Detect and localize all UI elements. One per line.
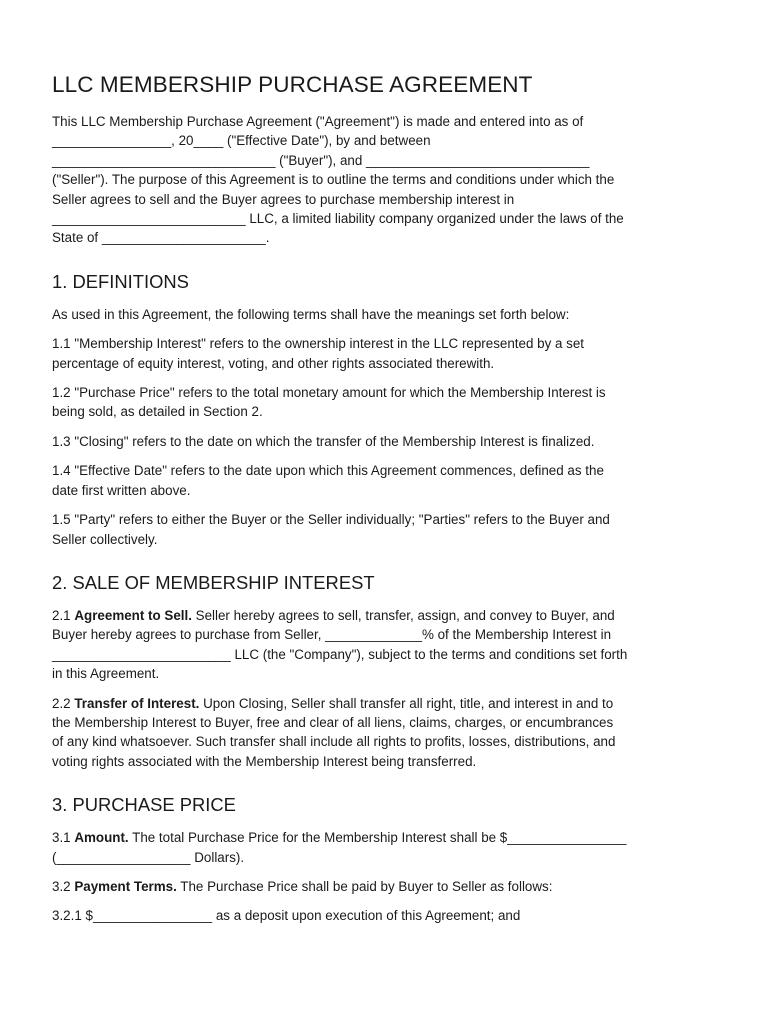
clause-line: The Purchase Price shall be paid by Buyer to Seller as follows: <box>176 878 553 894</box>
intro-line: This LLC Membership Purchase Agreement ("Agreement") is made and entered into as of <box>52 114 584 129</box>
definition-line: being sold, as detailed in Section 2. <box>52 404 263 420</box>
intro-line: __________________________ LLC, a limited liability company organized under the laws of the <box>52 211 624 227</box>
section-heading-definitions: 1. DEFINITIONS <box>52 270 189 292</box>
price-item <box>52 877 732 896</box>
clause-line: voting rights associated with the Membership Interest being transferred. <box>52 753 477 769</box>
definitions-lead: As used in this Agreement, the following terms shall have the meanings set forth below: <box>52 306 570 322</box>
definition-item <box>52 334 732 373</box>
document-title: LLC MEMBERSHIP PURCHASE AGREEMENT <box>52 72 533 97</box>
price-item <box>52 906 732 925</box>
clause-line: The total Purchase Price for the Membership Interest shall be $________________ <box>128 830 627 846</box>
clause-number: 2.1 <box>52 607 71 623</box>
clause-line: of any kind whatsoever. Such transfer shall include all rights to profits, losses, distributions, and <box>52 734 616 750</box>
section-heading-sale: 2. SALE OF MEMBERSHIP INTEREST <box>52 571 375 593</box>
intro-paragraph <box>52 112 732 248</box>
intro-line: ______________________________ ("Buyer"), and ______________________________ <box>52 152 590 168</box>
clause-number: 2.2 <box>52 695 71 711</box>
definition-line: percentage of equity interest, voting, and other rights associated therewith. <box>52 355 495 371</box>
clause-label: Amount. <box>74 830 129 846</box>
clause-label: Agreement to Sell. <box>74 607 192 623</box>
clause-line: Upon Closing, Seller shall transfer all right, title, and interest in and to <box>199 695 614 711</box>
clause-number: 3.1 <box>52 830 71 846</box>
definition-line: Seller collectively. <box>52 531 158 547</box>
clause-line: ________________________ LLC (the "Company"), subject to the terms and conditions set forth <box>52 646 628 662</box>
section-heading-price: 3. PURCHASE PRICE <box>52 794 236 816</box>
clause-number: 3.2 <box>52 878 71 894</box>
intro-line: State of ______________________. <box>52 230 270 246</box>
price-item <box>52 828 732 867</box>
definition-line: 1.3 "Closing" refers to the date on which the transfer of the Membership Interest is finalized. <box>52 433 595 449</box>
clause-line: (__________________ Dollars). <box>52 849 245 865</box>
sale-item <box>52 606 732 684</box>
sale-item <box>52 694 732 772</box>
clause-line: 3.2.1 $________________ as a deposit upon execution of this Agreement; and <box>52 908 521 924</box>
definition-item <box>52 510 732 549</box>
definition-item <box>52 461 732 500</box>
definition-line: 1.2 "Purchase Price" refers to the total monetary amount for which the Membership Interest is <box>52 385 606 401</box>
definition-item <box>52 383 732 422</box>
intro-line: ("Seller"). The purpose of this Agreement is to outline the terms and conditions under which the <box>52 172 615 188</box>
clause-line: in this Agreement. <box>52 666 160 682</box>
intro-line: ________________, 20____ ("Effective Date"), by and between <box>52 133 431 149</box>
definition-line: date first written above. <box>52 482 191 498</box>
clause-line: the Membership Interest to Buyer, free and clear of all liens, claims, charges, or encumbrances <box>52 714 614 730</box>
definition-line: 1.4 "Effective Date" refers to the date upon which this Agreement commences, defined as the <box>52 463 604 479</box>
definition-line: 1.1 "Membership Interest" refers to the ownership interest in the LLC represented by a set <box>52 336 585 352</box>
definition-item <box>52 432 732 451</box>
clause-label: Transfer of Interest. <box>74 695 200 711</box>
intro-line: Seller agrees to sell and the Buyer agrees to purchase membership interest in <box>52 191 515 207</box>
clause-line: Seller hereby agrees to sell, transfer, assign, and convey to Buyer, and <box>191 607 615 623</box>
clause-line: Buyer hereby agrees to purchase from Seller, _____________% of the Membership Interest in <box>52 627 612 643</box>
definition-line: 1.5 "Party" refers to either the Buyer or the Seller individually; "Parties" refers to the Buyer and <box>52 512 610 528</box>
clause-label: Payment Terms. <box>74 878 177 894</box>
document-page <box>52 70 732 936</box>
